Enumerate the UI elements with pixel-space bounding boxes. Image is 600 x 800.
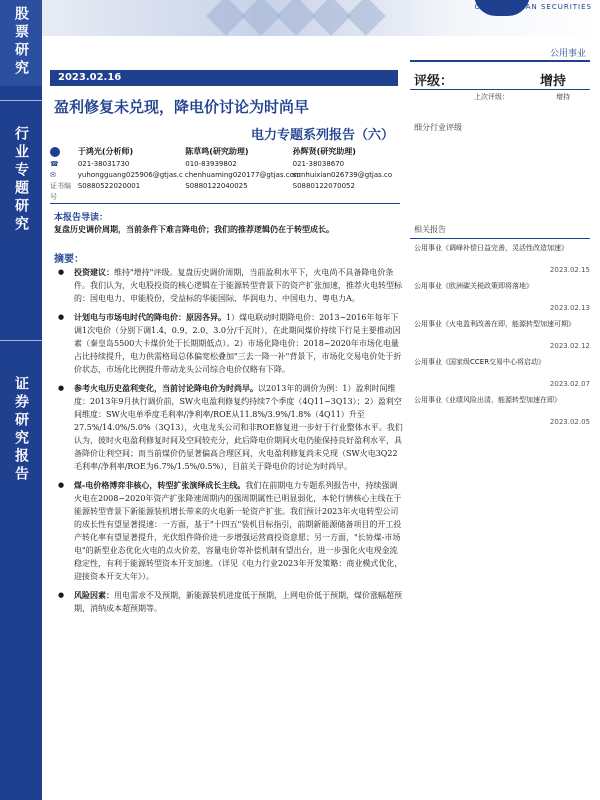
sidebar-divider (0, 340, 42, 341)
previous-rating-value: 增持 (556, 93, 570, 101)
bullet-lead: 计划电与市场电时代的降电价：原因各异。 (74, 312, 226, 322)
report-title: 盈利修复未兑现，降电价讨论为时尚早 (54, 98, 310, 116)
related-report-item[interactable] (414, 392, 590, 430)
related-report-item[interactable] (414, 354, 590, 392)
bullet-lead: 投资建议： (74, 267, 114, 277)
bullet-lead: 参考火电历史盈利变化，当前讨论降电价为时尚早。 (74, 383, 258, 393)
diamond-icon (241, 0, 281, 36)
divider-line (50, 203, 400, 204)
bullet-text: 用电需求不及预期，新能源装机进度低于预期，上网电价低于预期，煤价涨幅超预期，消纳成本超预期等。 (74, 591, 402, 613)
divider-line (410, 89, 590, 90)
bullet-text: 1）煤电联动时期降电价：2013~2016年每年下调1次电价（分别下调1.4、0.9、2.0、3.0分/千瓦时），在此期间煤价持续下行是主要推动因素（秦皇岛5500大卡煤价处于长期期低点）。2）市场化降电价：2018~2020年市场化电量占比持续提升，电力供需格局总体偏宽松叠加"三去一降一补"背景下，市场化交易电价处于折价状态，市场化比例提升带动龙头公司综合电价仅略有下降。 (74, 313, 402, 374)
author-emails-row (50, 170, 400, 181)
diamond-icon (346, 0, 386, 36)
email-icon: ✉ (50, 171, 56, 179)
bullet-investment-advice (54, 266, 404, 305)
related-report-title[interactable]: 公用事业《欧洲碳关税政策即将落地》 (414, 282, 533, 290)
rating-value: 增持 (539, 74, 566, 89)
divider-line (410, 60, 590, 62)
guide-heading: 本报告导读： (54, 213, 109, 223)
related-report-item[interactable] (414, 316, 590, 354)
author-name: 于鸿光(分析师) (77, 147, 134, 156)
author-phone: 021-38031730 (77, 160, 130, 168)
phone-icon: ☎ (50, 160, 59, 168)
previous-rating-label: 上次评级： (474, 93, 509, 101)
author-phones-row (50, 159, 400, 170)
header-banner (42, 0, 600, 36)
diamond-icon (311, 0, 351, 36)
abstract-heading: 摘要： (54, 254, 84, 265)
author-names-row (50, 146, 400, 159)
related-report-date: 2023.02.13 (549, 304, 590, 312)
guide-text: 复盘历史调价周期，当前条件下难言降电价；我们的推荐逻辑仍在于转型成长。 (54, 224, 334, 234)
bullet-text: 以2013年的调价为例：1）盈利时间维度：2013年9月执行调价前，SW火电盈利修复约持续7个季度（4Q11~3Q13）；2）盈利空间维度：SW火电单季度毛利率/净利率/ROE从11.8%/3.9%/1.8%（4Q11）升至27.5%/14.0%/5.0%（3Q13），火电龙头公司和非ROE修复进一步好于行业整体水平。我们认为，彼时火电盈利修复时间及空间较充分，此后降电价期间火电仍能保持良好盈利水平，具备降价让利空间；而当前煤价仍显著偏高合理区间，火电盈利修复尚未兑现（SW火电3Q22毛利率/净利率/ROE为6.7%/1.5%/0.5%），目前关于降电价的讨论为时尚早。 (74, 384, 403, 471)
sidebar-label-stock-research: 股票研究 (0, 0, 42, 86)
related-reports-heading: 相关报告 (414, 225, 446, 234)
report-date: 2023.02.16 (50, 70, 398, 86)
report-subtitle: 电力专题系列报告（六） (250, 128, 394, 143)
abstract-bullets (54, 266, 404, 621)
sidebar-label-securities-report: 证券研究报告 (13, 376, 29, 484)
rating-label: 评级： (414, 74, 454, 89)
diamond-icon (206, 0, 246, 36)
related-report-date: 2023.02.15 (549, 266, 590, 274)
author-cert: S0880122040025 (185, 182, 248, 190)
person-icon (50, 147, 60, 157)
related-report-date: 2023.02.05 (549, 418, 590, 426)
bullet-lead: 煤-电价格博弈非核心，转型扩张演绎成长主线。 (74, 480, 246, 490)
author-certs-row (50, 181, 400, 201)
author-name: 孙辉贤(研究助理) (292, 147, 356, 156)
divider-line (410, 238, 590, 239)
author-email[interactable]: yuhongguang025906@gtjas.c (77, 171, 183, 179)
sector-label: 公用事业 (549, 49, 586, 59)
author-email[interactable]: sunhuixian026739@gtjas.co (292, 171, 393, 179)
bullet-price-history (54, 311, 404, 376)
author-cert: S0880122070052 (292, 182, 355, 190)
related-report-date: 2023.02.12 (549, 342, 590, 350)
bullet-text: 我们在前期电力专题系列报告中，持续强调火电在2008~2020年资产扩张降速周期内的强周期属性已明显弱化，本轮行情核心主线在于能源转型背景下新能源装机增长带来的火电新一轮资产扩张。我们预计2023年火电转型公司的成长性有望显著提速：一方面，基于"十四五"装机目标指引，前期新能源储备项目的开工投产转化率有望显著提升，光伏组件降价进一步增强运营商投资意愿；另一方面，"长协煤-市场电"的新型业态优化火电的点火价差，容量电价等补偿机制有望出台，进一步强化火电现金流稳定性，有利于能源转型资本开支加速。（详见《电力行业2023年开发策略：商业模式优化，迎接资本开支大年》）。 (74, 481, 403, 581)
authors-block (50, 146, 400, 201)
author-phone: 010-83939802 (185, 160, 237, 168)
author-name: 陈草鸣(研究助理) (185, 147, 249, 156)
diamond-icon (276, 0, 316, 36)
related-report-date: 2023.02.07 (549, 380, 590, 388)
author-email[interactable]: chenhuaming020177@gtjas.com (184, 171, 301, 179)
related-report-title[interactable]: 公用事业《火电盈利改善在即，能源转型加速可期》 (414, 320, 575, 328)
cert-label: 证书编号 (50, 182, 71, 201)
industry-rating-label: 细分行业评级 (414, 123, 462, 132)
related-reports-list (414, 240, 590, 430)
related-report-title[interactable]: 公用事业《业绩风险出清，能源转型加速在即》 (414, 396, 561, 404)
bullet-transition-growth (54, 479, 404, 583)
sidebar-label-industry-research: 行业专题研究 (13, 126, 29, 234)
related-report-item[interactable] (414, 278, 590, 316)
company-logo-text: GUOTAI JUNAN SECURITIES (474, 3, 592, 11)
author-phone: 021-38038670 (292, 160, 345, 168)
bullet-risk-factors (54, 589, 404, 615)
related-report-item[interactable] (414, 240, 590, 278)
author-cert: S0880522020001 (77, 182, 141, 190)
bullet-profit-history (54, 382, 404, 473)
sidebar-divider (0, 100, 42, 101)
bullet-lead: 风险因素： (74, 590, 114, 600)
related-report-title[interactable]: 公用事业《国家级CCER交易中心将启动》 (414, 358, 546, 366)
left-sidebar-band (0, 0, 42, 800)
bullet-text: 维持"增持"评级。复盘历史调价周期，当前盈利水平下，火电尚不具备降电价条件。我们认为，火电股投资的核心逻辑在于能源转型背景下的资产扩张加速，推荐火电转型标的：国电电力、申能股份，受益标的华能国际、华润电力、中国电力、粤电力A。 (74, 268, 402, 303)
related-report-title[interactable]: 公用事业《调峰补偿日益完善，灵活性改造加速》 (414, 244, 568, 252)
